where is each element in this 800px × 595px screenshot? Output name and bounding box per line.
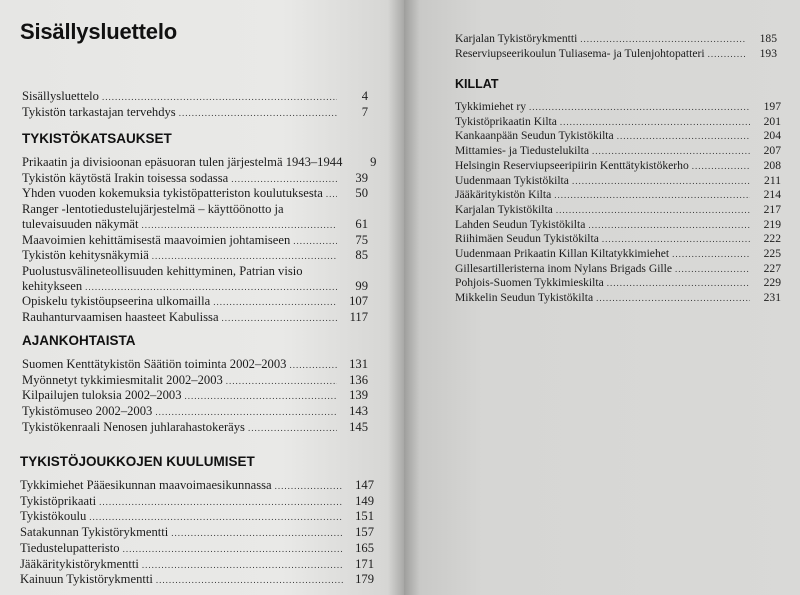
entry-page-number: 165 <box>355 540 374 555</box>
toc-entry <box>455 188 781 203</box>
entry-page-number: 211 <box>764 173 781 187</box>
toc-entry <box>455 129 781 144</box>
toc-entry <box>455 291 781 306</box>
entry-page-number: 179 <box>355 572 374 587</box>
entry-page-number: 9 <box>370 155 377 169</box>
section-entries <box>455 100 781 306</box>
entry-page-number: 157 <box>355 525 374 540</box>
dot-leader <box>171 526 343 541</box>
entry-title: Karjalan Tykistörykmentti <box>455 32 578 45</box>
entry-title: Kainuun Tykistörykmentti <box>20 572 153 587</box>
toc-entry <box>455 247 781 262</box>
dot-leader <box>89 510 343 525</box>
toc-entry <box>455 218 781 233</box>
toc-entry <box>22 171 368 187</box>
dot-leader <box>692 160 750 174</box>
toc-entry <box>455 262 781 277</box>
entry-title: Tykistön kehitysnäkymiä <box>22 248 149 263</box>
dot-leader <box>556 204 750 218</box>
dot-leader <box>85 280 337 295</box>
entry-page-number: 214 <box>763 188 781 202</box>
entry-title: Riihimäen Seudun Tykistökilta <box>455 232 599 246</box>
dot-leader <box>231 172 337 187</box>
entry-page-number: 147 <box>355 478 374 492</box>
toc-entry <box>455 115 781 130</box>
dot-leader <box>222 311 337 326</box>
dot-leader <box>248 421 337 436</box>
section-heading: TYKISTÖJOUKKOJEN KUULUMISET <box>20 454 255 469</box>
entry-page-number: 50 <box>355 186 368 201</box>
entry-title: Kilpailujen tuloksia 2002–2003 <box>22 388 182 403</box>
entry-page-number: 7 <box>361 104 368 119</box>
entry-page-number: 85 <box>355 248 368 263</box>
entry-title: Jääkäritykistörykmentti <box>20 556 139 571</box>
entry-page-number: 99 <box>355 278 368 293</box>
dot-leader <box>675 263 750 277</box>
toc-entry-line <box>22 202 368 217</box>
toc-entry <box>22 310 368 326</box>
entry-title: Uudenmaan Prikaatin Killan Kiltatykkimiehet <box>455 247 670 261</box>
entry-page-number: 145 <box>349 419 368 434</box>
entry-page-number: 197 <box>763 100 781 113</box>
dot-leader <box>708 48 746 62</box>
entry-title: Tykistömuseo 2002–2003 <box>22 404 153 419</box>
entry-page-number: 229 <box>763 276 781 290</box>
entry-title: Opiskelu tykistöupseerina ulkomailla <box>22 294 211 309</box>
right-page <box>404 0 800 595</box>
dot-leader <box>580 33 746 47</box>
dot-leader <box>213 295 337 310</box>
entry-title: Pohjois-Suomen Tykkimieskilta <box>455 276 604 290</box>
dot-leader <box>152 249 337 264</box>
toc-entry <box>20 525 374 541</box>
section-heading: TYKISTÖKATSAUKSET <box>22 131 172 146</box>
toc-entry <box>22 89 368 105</box>
entry-title: Satakunnan Tykistörykmentti <box>20 525 169 540</box>
toc-entry <box>455 232 781 247</box>
entry-title: Tykistökenraali Nenosen juhlarahastokeräys <box>22 419 245 434</box>
toc-entry <box>22 294 368 310</box>
entry-title: Prikaatin ja divisioonan epäsuoran tulen järjestelmä 1943–1944 <box>22 155 343 169</box>
toc-entry <box>20 557 374 573</box>
entry-title: Kankaanpään Seudun Tykistökilta <box>455 129 614 143</box>
dot-leader <box>179 106 337 121</box>
toc-entry <box>22 105 368 121</box>
section-tykistokatsaukset <box>22 131 377 326</box>
entry-title-continuation: tulevaisuuden näkymät <box>22 216 139 231</box>
toc-entry <box>22 233 368 249</box>
dot-leader <box>156 573 343 588</box>
toc-entry <box>455 47 777 62</box>
entry-title: Puolustusvälineteollisuuden kehittyminen, Patrian visio <box>22 263 303 278</box>
section-heading: AJANKOHTAISTA <box>22 333 136 348</box>
toc-entry <box>20 478 374 494</box>
entry-title: Karjalan Tykistökilta <box>455 202 553 216</box>
intro-list <box>22 89 368 120</box>
dot-leader <box>588 219 750 233</box>
entry-page-number: 143 <box>349 404 368 419</box>
entry-page-number: 185 <box>759 32 777 45</box>
entry-title: Mikkelin Seudun Tykistökilta <box>455 291 594 305</box>
toc-entry <box>22 388 368 404</box>
dot-leader <box>99 495 343 510</box>
dot-leader <box>554 189 750 203</box>
toc-entry <box>455 144 781 159</box>
entry-page-number: 217 <box>763 202 781 216</box>
toc-entry <box>22 357 368 373</box>
entry-page-number: 225 <box>763 247 781 261</box>
entry-page-number: 204 <box>763 129 781 143</box>
entry-page-number: 131 <box>349 357 368 371</box>
toc-entry <box>20 572 374 588</box>
toc-entry <box>22 279 368 295</box>
toc-entry-line <box>22 264 368 279</box>
dot-leader <box>289 358 337 373</box>
entry-title: Sisällysluettelo <box>22 89 99 103</box>
entry-page-number: 208 <box>763 158 781 172</box>
dot-leader <box>592 145 750 159</box>
section-ajankohtaista <box>22 333 368 436</box>
toc-entry <box>455 203 781 218</box>
dot-leader <box>226 374 337 389</box>
entry-title: Myönnetyt tykkimiesmitalit 2002–2003 <box>22 372 223 387</box>
toc-entry <box>455 174 781 189</box>
entry-page-number: 139 <box>349 388 368 403</box>
entry-title: Uudenmaan Tykistökilta <box>455 173 569 187</box>
entry-title: Gillesartilleristerna inom Nylans Brigads Gille <box>455 261 673 275</box>
dot-leader <box>293 234 337 249</box>
entry-title: Jääkäritykistön Kilta <box>455 188 552 202</box>
dot-leader <box>607 277 750 291</box>
dot-leader <box>672 248 750 262</box>
entry-page-number: 207 <box>763 144 781 158</box>
entry-page-number: 171 <box>355 556 374 571</box>
toc-entry <box>20 541 374 557</box>
toc-entry <box>22 217 368 233</box>
dot-leader <box>617 130 750 144</box>
section-heading: KILLAT <box>455 77 499 91</box>
entry-title: Tykistön tarkastajan tervehdys <box>22 104 176 119</box>
entry-title: Helsingin Reserviupseeripiirin Kenttätykistökerho <box>455 158 689 172</box>
entry-title: Rauhanturvaamisen haasteet Kabulissa <box>22 310 219 325</box>
dot-leader <box>529 101 750 115</box>
entry-title: Tykistön käytöstä Irakin toisessa sodassa <box>22 170 229 185</box>
entry-page-number: 107 <box>349 294 368 309</box>
dot-leader <box>155 405 337 420</box>
section-entries <box>22 155 377 326</box>
entry-page-number: 75 <box>355 232 368 247</box>
entry-title: Tykistökoulu <box>20 509 87 524</box>
intro-list-right <box>455 32 777 61</box>
dot-leader <box>572 175 750 189</box>
entry-title: Tykistöprikaatin Kilta <box>455 114 557 128</box>
entry-title: Ranger -lentotiedustelujärjestelmä – käyttöönotto ja <box>22 202 284 217</box>
entry-page-number: 61 <box>355 216 368 231</box>
entry-page-number: 201 <box>763 114 781 128</box>
dot-leader <box>596 292 750 306</box>
toc-entry <box>455 159 781 174</box>
section-entries <box>20 478 374 588</box>
entry-title: Tiedustelupatteristo <box>20 540 120 555</box>
section-tykistojoukkojen-kuulumiset <box>20 454 374 588</box>
entry-page-number: 222 <box>763 232 781 246</box>
entry-title-continuation: kehitykseen <box>22 278 83 293</box>
entry-page-number: 117 <box>349 310 368 325</box>
dot-leader <box>141 218 337 233</box>
toc-entry <box>22 248 368 264</box>
entry-page-number: 193 <box>759 46 777 60</box>
toc-entry <box>20 494 374 510</box>
entry-page-number: 231 <box>763 291 781 305</box>
entry-title: Suomen Kenttätykistön Säätiön toiminta 2002–2003 <box>22 357 287 371</box>
dot-leader <box>560 116 750 130</box>
section-entries <box>22 357 368 436</box>
entry-title: Maavoimien kehittämisestä maavoimien johtamiseen <box>22 232 291 247</box>
entry-title: Tykistöprikaati <box>20 493 97 508</box>
entry-page-number: 149 <box>355 493 374 508</box>
toc-entry <box>22 420 368 436</box>
dot-leader <box>185 389 337 404</box>
entry-page-number: 227 <box>763 261 781 275</box>
toc-entry <box>455 100 781 115</box>
entry-title: Tykkimiehet Pääesikunnan maavoimaesikunnassa <box>20 478 272 492</box>
dot-leader <box>123 542 343 557</box>
dot-leader <box>102 90 337 105</box>
dot-leader <box>275 479 343 494</box>
toc-entry <box>455 32 777 47</box>
entry-page-number: 219 <box>763 217 781 231</box>
entry-page-number: 151 <box>355 509 374 524</box>
dot-leader <box>326 187 337 202</box>
entry-title: Lahden Seudun Tykistökilta <box>455 217 586 231</box>
toc-entry <box>22 373 368 389</box>
toc-entry <box>22 186 368 202</box>
entry-page-number: 39 <box>355 170 368 185</box>
entry-page-number: 4 <box>361 89 368 103</box>
toc-entry <box>455 276 781 291</box>
dot-leader <box>142 558 343 573</box>
toc-entry <box>22 404 368 420</box>
entry-title: Tykkimiehet ry <box>455 100 526 113</box>
entry-title: Yhden vuoden kokemuksia tykistöpatteriston koulutuksesta <box>22 186 323 201</box>
toc-entry <box>20 509 374 525</box>
toc-entry <box>22 155 377 171</box>
entry-title: Reserviupseerikoulun Tuliasema- ja Tulenjohtopatteri <box>455 46 705 60</box>
entry-page-number: 136 <box>349 372 368 387</box>
section-killat <box>455 77 781 306</box>
page-title: Sisällysluettelo <box>20 19 177 44</box>
dot-leader <box>602 233 750 247</box>
entry-title: Mittamies- ja Tiedustelukilta <box>455 144 589 158</box>
